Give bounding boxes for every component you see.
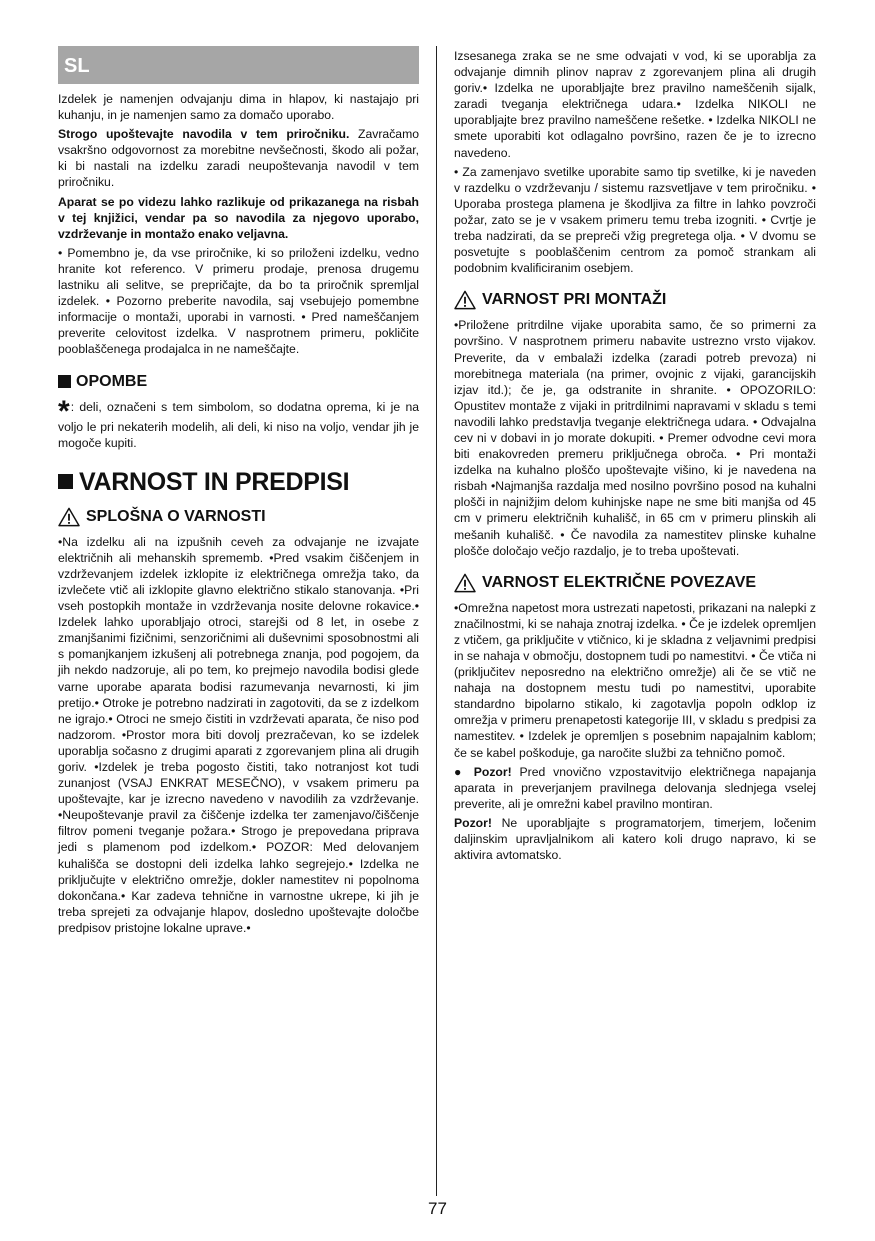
continuation-paragraph: Izsesanega zraka se ne sme odvajati v vod, ki se uporablja za odvajanje dimnih plinov naprav z zgorevanjem plina ali drugih goriv.• Izdelka ne uporabljajte brez pravilno nameščenih sijalk, zaradi tveganja električnega udara.• Izdelka NIKOLI ne uporabljajte brez pravilno nameščene rešetke. • Izdelka NIKOLI ne smete uporabiti kot odlagalno površino, razen če je to izrecno navedeno. [454,49,816,160]
warning-triangle-icon [454,573,476,593]
asterisk-symbol-icon: * [58,394,70,428]
electrical-safety-heading-text: VARNOST ELEKTRIČNE POVEZAVE [482,573,757,591]
opombe-heading [58,372,419,392]
opombe-paragraph [58,394,419,451]
keep-manuals-paragraph: • Pomembno je, da vse priročnike, ki so priloženi izdelku, vedno hranite kot referenco. V primeru prodaje, prenosa drugemu lastniku ali selitve, se prepričajte, da bo ta priročnik spremljal izdelek. • Pozorno preberite navodila, saj vsebujejo pomembne informacije o montaži, uporabi in varnosti. • Pred nameščanjem preverite celovitost izdelka. V nasprotnem primeru, pokličite pooblaščenega prodajalca in ne nameščajte. [58,245,419,357]
intro-paragraph: Izdelek je namenjen odvajanju dima in hlapov, ki nastajajo pri kuhanju, in je namenjen samo za domačo uporabo. [58,92,419,123]
caution-power-bold: ● Pozor! [454,764,512,779]
caution-timer-text: Ne uporabljajte s programatorjem, timerjem, ločenim daljinskim upravljalnikom ali katero koli drugo napravo, ki se aktivira avtomatsko. [454,815,816,863]
page-number: 77 [428,1199,447,1218]
caution-timer-bold: Pozor! [454,815,492,830]
electrical-safety-text: •Omrežna napetost mora ustrezati napetosti, prikazani na nalepki z značilnostmi, ki se nahaja znotraj izdelka. • Če je izdelek opremljen z vtičem, ga priključite v vtičnico, ki je skladna z veljavnimi predpisi in se nahaja v območju, dostopnem tudi po namestitvi. • Če vtiča ni (priključitev neposredno na električno omrežje) ali če se vtič ne nahaja na dostopnem mestu tudi po namestitvi, uporabite standardno bipolarno stikalo, ki zagotavlja popoln odklop iz omrežja v primeru prenapetosti kategorije III, v skladu s predpisi za namestitev. • Izdelek je opremljen s posebnim napajalnim kablom; če se kabel poškoduje, ga naročite službi za tehnično pomoč. [454,600,816,760]
warning-triangle-icon [58,507,80,527]
general-safety-heading [58,507,419,527]
caution-power-text: Pred vnovično vzpostavitvijo električnega napajanja aparata in preverjanjem pravilnega delovanja slednjega vselej preverite, ali je omrežni kabel pravilno montiran. [454,764,816,811]
mounting-safety-text: •Priložene pritrdilne vijake uporabita samo, če so primerni za površino. V nasprotnem primeru nabavite ustrezno vrsto vijakov. Preverite, da v embalaži izdelka (zaradi potreb prevoza) ni morebitnega materiala (na primer, ovojnic z vijaki, garancijskih izjav itd.); če je, ga odstranite in shranite. • OPOZORILO: Opustitev montaže z vijaki in pritrdilnimi napravami v skladu s temi navodili lahko predstavlja tveganje električnega udara. • Odvajalna cev ni v dobavi in jo morate dokupiti. • Premer odvodne cevi mora biti enakovreden premeru priključnega obroča. • Pri montaži izdelka na kuhalno ploščo upoštevajte višino, ki je navedena na risbah •Najmanjša razdalja med nosilno površino posod na kuhalni plošči in najnižjim delom kuhinjske nape ne sme biti manjša od 45 cm v primeru električnih kuhališč, in 65 cm v primeru plinskih ali mešanih kuhališč. • Če navodila za namestitev plinske kuhalne plošče določajo večjo razdaljo, je to treba upoštevati. [454,318,816,558]
general-safety-heading-text: SPLOŠNA O VARNOSTI [86,507,266,525]
warning-triangle-icon [454,290,476,310]
caution-timer-paragraph [454,815,816,863]
safety-regulations-heading [58,467,419,497]
language-code-bar: SL [58,46,419,84]
strict-instructions-paragraph [58,126,419,190]
opombe-heading-text: OPOMBE [76,372,148,390]
general-safety-text: •Na izdelku ali na izpušnih ceveh za odvajanje ne izvajate električnih ali mehanskih sprememb. •Pred vsakim čiščenjem in vzdrževanjem izdelek izklopite iz električnega omrežja tako, da izvlečete vtič ali izklopite glavno električno stikalo stanovanja. •Pri vseh postopkih montaže in vzdrževanja nosite delovne rokavice.• Izdelek lahko uporabljajo otroci, starejši od 8 let, in osebe z zmanjšanimi fizičnimi, senzoričnimi ali duševnimi sposobnostmi ali s pomanjkanjem izkušenj ali potrebnega znanja, pod pogojem, da jih nekdo nadzoruje, ali po tem, ko prejmejo navodila bodisi glede varne uporabe aparata bodisi razumevanja nevarnosti, ki jim pretijo.• Otroke je potrebno nadzirati in zagotoviti, da se z izdelkom ne igrajo.• Otroci ne smejo čistiti in vzdrževati aparata, če niso pod nadzorom. •Prostor mora biti dovolj prezračevan, ko se izdelek uporablja sočasno z drugimi aparati z zgorevanjem plina ali drugih goriv. •Izdelek je treba pogosto čistiti, tako notranjost kot tudi zunanjost (VSAJ ENKRAT MESEČNO), v vsakem primeru pa upoštevajte, kar je izrecno navedeno v navodilih za vzdrževanje. •Neupoštevanje pravil za čiščenje izdelka ter zamenjavo/čiščenje filtrov pomeni tveganje požara.• Strogo je prepovedana priprava jedi s plamenom pod izdelkom.• POZOR: Med delovanjem kuhališča se dostopni deli izdelka lahko segrejejo.• Izdelka ne priključujte v električno omrežje, dokler namestitev ni popolnoma dokončana.• Kar zadeva tehnične in varnostne ukrepe, ki jih je treba sprejeti za odvajanje hlapov, dosledno upoštevajte določbe predpisov pristojne lokalne uprave.• [58,534,419,935]
left-column [58,46,419,939]
mounting-safety-heading [454,290,816,310]
right-column [454,48,816,866]
safety-regulations-heading-text: VARNOST IN PREDPISI [79,467,350,496]
strict-instructions-bold: Strogo upoštevajte navodila v tem priročniku. [58,127,350,142]
strict-instructions-text: Zavračamo vsakršno odgovornost za morebitne nevšečnosti, škodo ali požar, ki bi nastali na izdelku zaradi neupoštevanja navodil v tem priročniku. [58,127,419,190]
appearance-notice: Aparat se po videzu lahko razlikuje od prikazanega na risbah v tej knjižici, vendar pa so navodila za njegovo uporabo, vzdrževanje in montažo enako veljavna. [58,194,419,241]
square-bullet-icon [58,375,71,388]
column-divider [436,46,437,1196]
electrical-safety-heading [454,573,816,593]
square-bullet-icon [58,474,73,489]
caution-power-paragraph [454,764,816,812]
opombe-text: : deli, označeni s tem simbolom, so dodatna oprema, ki je na voljo le pri nekaterih modelih, ali deli, ki niso na voljo, vendar jih je mogoče kupiti. [58,399,419,450]
mounting-safety-heading-text: VARNOST PRI MONTAŽI [482,291,667,309]
lamp-paragraph: • Za zamenjavo svetilke uporabite samo tip svetilke, ki je naveden v razdelku o vzdrževanju / sistemu razsvetljave v tem priročniku. • Uporaba prostega plamena je škodljiva za filtre in lahko povzroči požar, zato se je v vsakem primeru temu treba izogniti. • Cvrtje je treba nadzirati, da se prepreči vžig pregretega olja. • V dvomu se posvetujte s pooblaščenim centrom za pomoč strankam ali podobnim kvalificiranim osebjem. [454,164,816,276]
